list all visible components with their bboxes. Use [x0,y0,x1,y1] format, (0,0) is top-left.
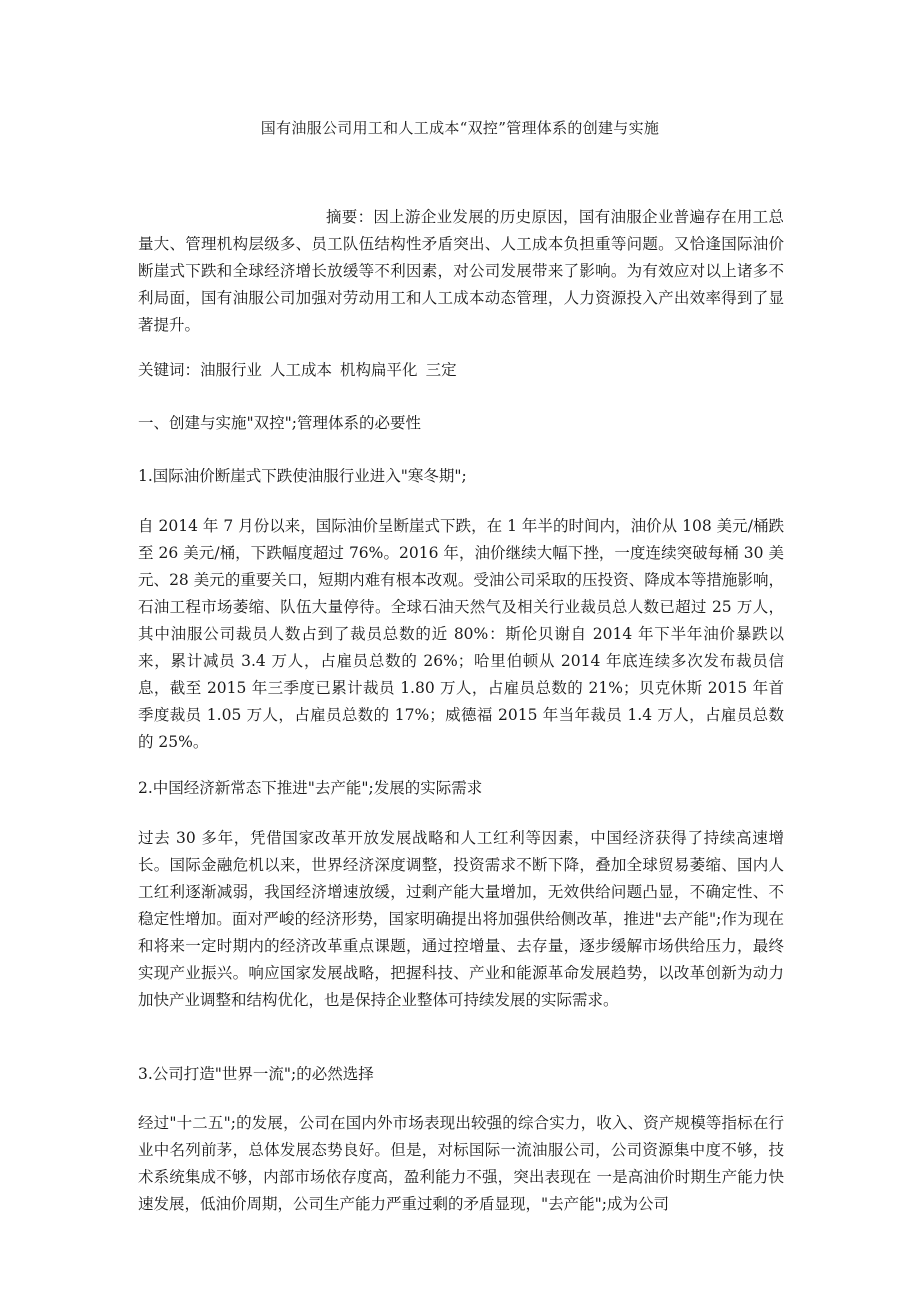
body-paragraph: 自 2014 年 7 月份以来，国际油价呈断崖式下跌，在 1 年半的时间内，油价从 108 美元/桶跌至 26 美元/桶，下跌幅度超过 76%。2016 年，油价继续大幅下挫，一度连续突破每桶 30 美元、28 美元的重要关口，短期内难有根本改观。受油公司采取的压投资、降成本等措施影响，石油工程市场萎缩、队伍大量停待。全球石油天然气及相关行业裁员总人数已超过 25 万人，其中油服公司裁员人数占到了裁员总数的近 80%：斯伦贝谢自 2014 年下半年油价暴跌以来，累计减员 3.4 万人，占雇员总数的 26%；哈里伯顿从 2014 年底连续多次发布裁员信息，截至 2015 年三季度已累计裁员 1.80 万人，占雇员总数的 21%；贝克休斯 2015 年首季度裁员 1.05 万人，占雇员总数的 17%；威德福 2015 年当年裁员 1.4 万人，占雇员总数的 25%。 [138,517,784,751]
keywords-label: 关键词： [138,361,201,379]
subsection-heading: 2.中国经济新常态下推进"去产能";发展的实际需求 [138,779,483,797]
body-paragraph: 经过"十二五";的发展，公司在国内外市场表现出较强的综合实力，收入、资产规模等指标在行业中名列前茅，总体发展态势良好。但是，对标国际一流油服公司，公司资源集中度不够，技术系统集成不够，内部市场依存度高，盈利能力不强，突出表现在 一是高油价时期生产能力快速发展，低油价周期，公司生产能力严重过剩的矛盾显现，"去产能";成为公司 [138,1114,784,1213]
subsection-heading: 1.国际油价断崖式下跌使油服行业进入"寒冬期"; [138,467,467,485]
keyword-item: 三定 [425,361,457,379]
keyword-item: 油服行业 [200,361,263,379]
keyword-item: 机构扁平化 [340,361,418,379]
subsection-heading: 3.公司打造"世界一流";的必然选择 [138,1065,374,1083]
document-title: 国有油服公司用工和人工成本“双控”管理体系的创建与实施 [260,119,660,137]
keyword-item: 人工成本 [270,361,333,379]
section-heading: 一、创建与实施"双控";管理体系的必要性 [138,414,421,432]
abstract-paragraph: 摘要：因上游企业发展的历史原因，国有油服企业普遍存在用工总量大、管理机构层级多、员工队伍结构性矛盾突出、人工成本负担重等问题。又恰逢国际油价断崖式下跌和全球经济增长放缓等不利因素，对公司发展带来了影响。为有效应对以上诸多不利局面，国有油服公司加强对劳动用工和人工成本动态管理，人力资源投入产出效率得到了显著提升。 [138,208,784,334]
keywords-line [138,359,784,381]
body-paragraph: 过去 30 多年，凭借国家改革开放发展战略和人工红利等因素，中国经济获得了持续高速增长。国际金融危机以来，世界经济深度调整，投资需求不断下降，叠加全球贸易萎缩、国内人工红利逐渐减弱，我国经济增速放缓，过剩产能大量增加，无效供给问题凸显，不确定性、不稳定性增加。面对严峻的经济形势，国家明确提出将加强供给侧改革，推进"去产能";作为现在和将来一定时期内的经济改革重点课题，通过控增量、去存量，逐步缓解市场供给压力，最终实现产业振兴。响应国家发展战略，把握科技、产业和能源革命发展趋势，以改革创新为动力加快产业调整和结构优化，也是保持企业整体可持续发展的实际需求。 [138,829,784,1009]
